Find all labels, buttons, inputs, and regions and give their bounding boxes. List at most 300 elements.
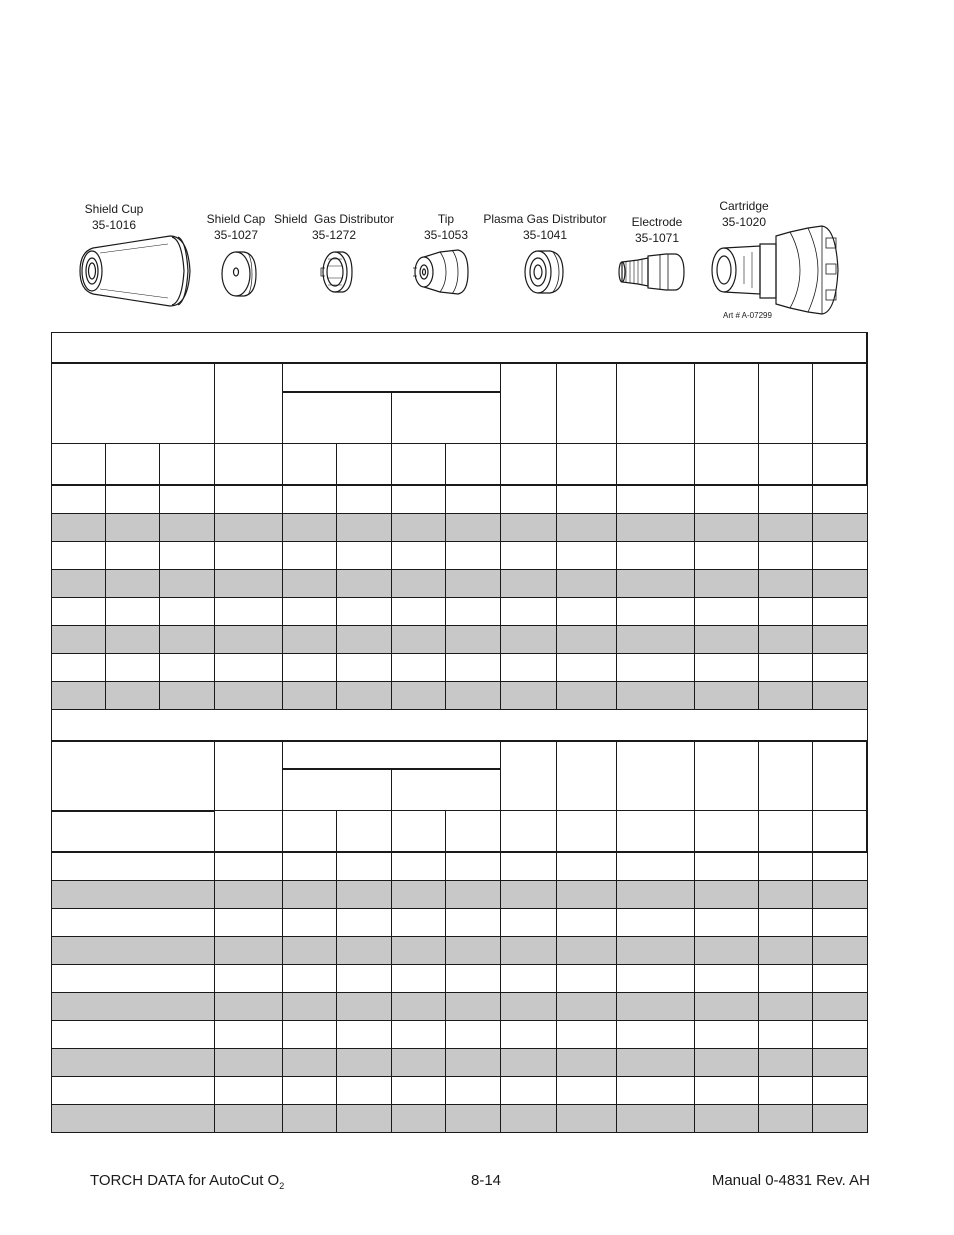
table1-header-cell <box>501 362 557 444</box>
table2-header-subgroup <box>392 770 501 811</box>
table1-header-group <box>283 362 501 393</box>
table2-cell <box>446 1077 501 1105</box>
shield-cup-icon <box>80 236 190 306</box>
table1-cell <box>759 570 813 598</box>
table1-cell <box>617 542 695 570</box>
table1-cell <box>501 514 557 542</box>
table2-cell <box>51 1077 215 1105</box>
table2-cell <box>51 909 215 937</box>
table1-cell <box>813 654 868 682</box>
table1-cell <box>215 682 283 710</box>
table2-header-cell <box>337 811 392 853</box>
table2-cell <box>813 881 868 909</box>
table2-cell <box>617 993 695 1021</box>
table2-cell <box>501 993 557 1021</box>
table2-cell <box>759 1105 813 1133</box>
table1-cell <box>501 626 557 654</box>
table2-cell <box>337 1021 392 1049</box>
table1-cell <box>283 598 337 626</box>
table1-cell <box>392 514 446 542</box>
table1-cell <box>215 486 283 514</box>
table1-cell <box>617 486 695 514</box>
table1-cell <box>617 570 695 598</box>
table2-cell <box>283 1077 337 1105</box>
table1-header-cell <box>557 362 617 444</box>
table1-cell <box>283 682 337 710</box>
table2-cell <box>501 965 557 993</box>
table1-cell <box>446 514 501 542</box>
table2-header-cell <box>557 811 617 853</box>
table1-header-cell <box>392 444 446 486</box>
table1-header-cell <box>215 362 283 444</box>
table1-cell <box>51 626 106 654</box>
table2-title-bar <box>51 710 868 740</box>
table1-cell <box>501 654 557 682</box>
table1-cell <box>501 486 557 514</box>
part-name: Shield Cap <box>206 212 266 226</box>
table1-cell <box>557 682 617 710</box>
table2-cell <box>557 881 617 909</box>
table1-cell <box>446 682 501 710</box>
table2-header-cell <box>215 811 283 853</box>
table1-cell <box>215 654 283 682</box>
table2-cell <box>813 1049 868 1077</box>
table2-cell <box>813 909 868 937</box>
footer-manual-revision: Manual 0-4831 Rev. AH <box>711 1172 870 1189</box>
table2-cell <box>557 909 617 937</box>
table1-cell <box>695 570 759 598</box>
table1-cell <box>392 542 446 570</box>
part-name: Plasma Gas Distributor <box>483 212 607 226</box>
table2-header-cell <box>51 811 215 853</box>
table1-cell <box>337 570 392 598</box>
table1-cell <box>695 682 759 710</box>
table1-cell <box>392 570 446 598</box>
table1-header-subgroup <box>392 393 501 444</box>
parts-illustration <box>0 0 954 330</box>
table2-cell <box>813 965 868 993</box>
table2-cell <box>51 965 215 993</box>
table1-cell <box>695 626 759 654</box>
table1-cell <box>283 626 337 654</box>
table2-header-cell <box>617 811 695 853</box>
cartridge-icon <box>712 226 838 314</box>
table1-cell <box>160 486 215 514</box>
table1-cell <box>557 486 617 514</box>
table1-header-cell <box>446 444 501 486</box>
table2-cell <box>446 1105 501 1133</box>
table2-cell <box>446 965 501 993</box>
table2-cell <box>759 1021 813 1049</box>
table2-cell <box>392 1049 446 1077</box>
table1-cell <box>51 654 106 682</box>
table1-cell <box>759 514 813 542</box>
table1-cell <box>695 598 759 626</box>
table2-header-cell <box>557 740 617 811</box>
table2-cell <box>392 1105 446 1133</box>
table1-cell <box>501 682 557 710</box>
table1-cell <box>337 486 392 514</box>
table1-cell <box>160 598 215 626</box>
table2-cell <box>215 909 283 937</box>
table2-cell <box>557 1077 617 1105</box>
table2-cell <box>215 853 283 881</box>
table2-cell <box>215 965 283 993</box>
table1-cell <box>695 542 759 570</box>
table1-header-cell <box>160 444 215 486</box>
table1-cell <box>446 598 501 626</box>
table2-cell <box>759 909 813 937</box>
table1-cell <box>392 626 446 654</box>
table1-cell <box>283 542 337 570</box>
table2-cell <box>337 937 392 965</box>
table1-cell <box>51 570 106 598</box>
table2-cell <box>617 965 695 993</box>
table1-cell <box>759 486 813 514</box>
table1-header-cell <box>617 444 695 486</box>
table1-cell <box>759 682 813 710</box>
table2-cell <box>759 1049 813 1077</box>
table2-cell <box>557 1105 617 1133</box>
footer-title <box>90 1172 284 1191</box>
table2-cell <box>446 993 501 1021</box>
table2-cell <box>446 1021 501 1049</box>
table1-cell <box>501 542 557 570</box>
table2-cell <box>283 1021 337 1049</box>
table2-cell <box>51 853 215 881</box>
table2-header-cell <box>215 740 283 811</box>
table2-header-cell <box>695 740 759 811</box>
table1-cell <box>106 598 160 626</box>
table1-cell <box>695 514 759 542</box>
table2-cell <box>617 1049 695 1077</box>
table1-cell <box>695 486 759 514</box>
table1-cell <box>557 570 617 598</box>
table2-cell <box>813 1077 868 1105</box>
table2-cell <box>337 881 392 909</box>
table2-header-cell <box>813 740 868 811</box>
table2-cell <box>337 1077 392 1105</box>
table2-cell <box>283 853 337 881</box>
table1-cell <box>759 542 813 570</box>
table1-cell <box>392 598 446 626</box>
table2-cell <box>446 937 501 965</box>
table2-cell <box>215 1021 283 1049</box>
table2-cell <box>813 853 868 881</box>
table1-cell <box>215 570 283 598</box>
table1-header-cell <box>557 444 617 486</box>
table2-cell <box>501 881 557 909</box>
table1-cell <box>392 682 446 710</box>
table1-cell <box>446 570 501 598</box>
part-name: Shield Cup <box>84 202 144 216</box>
table1-cell <box>759 626 813 654</box>
table1-cell <box>446 626 501 654</box>
part-number: 35-1016 <box>91 218 137 232</box>
table2-cell <box>501 1105 557 1133</box>
table2-cell <box>695 881 759 909</box>
table2-cell <box>501 909 557 937</box>
table1-header-cell <box>695 362 759 444</box>
footer-title-subscript: 2 <box>279 1181 285 1191</box>
table2-cell <box>392 853 446 881</box>
table1-cell <box>51 542 106 570</box>
table1-cell <box>617 626 695 654</box>
table2-cell <box>392 993 446 1021</box>
table1-cell <box>617 654 695 682</box>
table1-cell <box>557 514 617 542</box>
table2-header-cell <box>813 811 868 853</box>
table2-cell <box>759 937 813 965</box>
table2-cell <box>557 937 617 965</box>
table2-cell <box>215 937 283 965</box>
table2-cell <box>759 993 813 1021</box>
table2-cell <box>392 1021 446 1049</box>
table2-cell <box>695 937 759 965</box>
table1-cell <box>337 514 392 542</box>
table2-cell <box>446 909 501 937</box>
table1-cell <box>215 542 283 570</box>
table1-cell <box>557 654 617 682</box>
table1-header-cell <box>813 362 868 444</box>
part-number: 35-1272 <box>311 228 357 242</box>
art-number: Art # A-07299 <box>723 311 772 320</box>
table1-cell <box>283 514 337 542</box>
table2-header-cell <box>283 811 337 853</box>
table1-header-cell <box>337 444 392 486</box>
table2-cell <box>283 965 337 993</box>
table2-cell <box>392 881 446 909</box>
table1-cell <box>759 598 813 626</box>
part-number: 35-1071 <box>634 231 680 245</box>
table2-cell <box>446 881 501 909</box>
table1-cell <box>392 486 446 514</box>
table1-header-cell <box>813 444 868 486</box>
table2-cell <box>759 965 813 993</box>
table1-cell <box>51 598 106 626</box>
table2-cell <box>617 1105 695 1133</box>
table1-cell <box>160 542 215 570</box>
table2-cell <box>337 909 392 937</box>
table1-cell <box>215 598 283 626</box>
part-number: 35-1053 <box>423 228 469 242</box>
footer-title-text: TORCH DATA for AutoCut O <box>90 1172 280 1189</box>
table2-cell <box>501 1049 557 1077</box>
table1-cell <box>813 570 868 598</box>
table2-cell <box>695 965 759 993</box>
table2-cell <box>617 881 695 909</box>
table2-cell <box>813 993 868 1021</box>
table2-cell <box>337 1105 392 1133</box>
electrode-icon <box>619 254 684 290</box>
table1-cell <box>813 514 868 542</box>
table2-cell <box>759 1077 813 1105</box>
part-number: 35-1020 <box>721 215 767 229</box>
table2-header-cell <box>446 811 501 853</box>
table2-cell <box>695 1021 759 1049</box>
table2-cell <box>813 1021 868 1049</box>
table1-cell <box>617 682 695 710</box>
table1-cell <box>446 486 501 514</box>
table2-cell <box>617 937 695 965</box>
table1-cell <box>617 514 695 542</box>
table1-cell <box>160 514 215 542</box>
table1-cell <box>51 486 106 514</box>
part-name: Electrode <box>631 215 683 229</box>
table2-cell <box>759 881 813 909</box>
table1-cell <box>557 626 617 654</box>
table2-cell <box>813 937 868 965</box>
table2-cell <box>557 965 617 993</box>
table2-cell <box>392 965 446 993</box>
table2-cell <box>337 1049 392 1077</box>
table2-cell <box>51 1049 215 1077</box>
table2-cell <box>446 1049 501 1077</box>
table2-cell <box>51 993 215 1021</box>
table2-cell <box>557 993 617 1021</box>
table2-cell <box>501 1077 557 1105</box>
shield-gas-distributor-icon <box>321 252 352 292</box>
table1-cell <box>106 654 160 682</box>
table2-header-subgroup <box>283 770 392 811</box>
table1-cell <box>337 542 392 570</box>
table1-cell <box>337 598 392 626</box>
table2-cell <box>283 881 337 909</box>
parts-drawing <box>0 0 954 330</box>
table1-cell <box>283 654 337 682</box>
part-number: 35-1027 <box>213 228 259 242</box>
table1-cell <box>501 598 557 626</box>
table2-cell <box>695 853 759 881</box>
table2-header-cell <box>392 811 446 853</box>
table1-cell <box>215 626 283 654</box>
table2-cell <box>759 853 813 881</box>
table1-cell <box>51 682 106 710</box>
table2-cell <box>51 881 215 909</box>
table1-header-cell <box>695 444 759 486</box>
table2-cell <box>501 1021 557 1049</box>
table1-cell <box>337 682 392 710</box>
table1-cell <box>557 542 617 570</box>
table2-header-group <box>283 740 501 770</box>
table1-cell <box>106 570 160 598</box>
table1-cell <box>446 542 501 570</box>
table2-cell <box>557 1049 617 1077</box>
table1-header-cell <box>106 444 160 486</box>
table2-header-cell <box>759 740 813 811</box>
table2-cell <box>446 853 501 881</box>
table1-cell <box>813 626 868 654</box>
table2-cell <box>695 1105 759 1133</box>
table1-header-cell <box>501 444 557 486</box>
table1-cell <box>501 570 557 598</box>
table2-cell <box>215 1049 283 1077</box>
table2-header-cell <box>759 811 813 853</box>
part-number: 35-1041 <box>522 228 568 242</box>
table2-cell <box>695 909 759 937</box>
table2-header-cell <box>695 811 759 853</box>
table1-header-cell <box>759 362 813 444</box>
table1-header-cell <box>283 444 337 486</box>
table1-cell <box>695 654 759 682</box>
table2-cell <box>337 993 392 1021</box>
table2-cell <box>215 993 283 1021</box>
table2-cell <box>392 937 446 965</box>
table1-cell <box>106 542 160 570</box>
table2-cell <box>392 909 446 937</box>
table2-cell <box>617 1077 695 1105</box>
table1-header-subgroup <box>283 393 392 444</box>
part-name: Tip <box>437 212 455 226</box>
table2-cell <box>695 1049 759 1077</box>
table2-cell <box>813 1105 868 1133</box>
table2-cell <box>283 993 337 1021</box>
table1-cell <box>813 598 868 626</box>
table2-cell <box>283 909 337 937</box>
table1-cell <box>283 570 337 598</box>
table2-cell <box>501 937 557 965</box>
table2-cell <box>215 1105 283 1133</box>
shield-cap-icon <box>222 252 256 296</box>
table2-cell <box>337 965 392 993</box>
table1-header-cell <box>617 362 695 444</box>
table1-cell <box>106 486 160 514</box>
table1-cell <box>160 654 215 682</box>
table2-cell <box>283 937 337 965</box>
table1-cell <box>160 682 215 710</box>
table1-cell <box>215 514 283 542</box>
table2-cell <box>695 993 759 1021</box>
table2-cell <box>337 853 392 881</box>
table2-cell <box>51 1105 215 1133</box>
table2-cell <box>51 1021 215 1049</box>
table1-cell <box>106 682 160 710</box>
table2-cell <box>695 1077 759 1105</box>
table1-header-cell <box>759 444 813 486</box>
table1-cell <box>337 654 392 682</box>
part-name: Cartridge <box>719 199 769 213</box>
table2-cell <box>557 853 617 881</box>
table2-cell <box>617 909 695 937</box>
table2-cell <box>392 1077 446 1105</box>
part-name: Shield Gas Distributor <box>273 212 395 226</box>
table1-cell <box>106 626 160 654</box>
table1-cell <box>106 514 160 542</box>
table2-cell <box>617 853 695 881</box>
table2-cell <box>283 1049 337 1077</box>
table2-header-cell <box>501 811 557 853</box>
table1-cell <box>283 486 337 514</box>
table1-cell <box>557 598 617 626</box>
table1-title-bar <box>51 332 868 362</box>
table1-header-cell <box>51 444 106 486</box>
table1-cell <box>617 598 695 626</box>
table1-cell <box>813 682 868 710</box>
table2-cell <box>215 1077 283 1105</box>
table2-cell <box>617 1021 695 1049</box>
table2-cell <box>557 1021 617 1049</box>
table1-cell <box>813 542 868 570</box>
footer-page-number: 8-14 <box>471 1172 502 1189</box>
table1-cell <box>160 570 215 598</box>
table1-cell <box>813 486 868 514</box>
table2-cell <box>283 1105 337 1133</box>
table1-cell <box>392 654 446 682</box>
table2-cell <box>501 853 557 881</box>
table2-cell <box>51 937 215 965</box>
tip-icon <box>413 250 468 294</box>
table2-header-cell <box>501 740 557 811</box>
